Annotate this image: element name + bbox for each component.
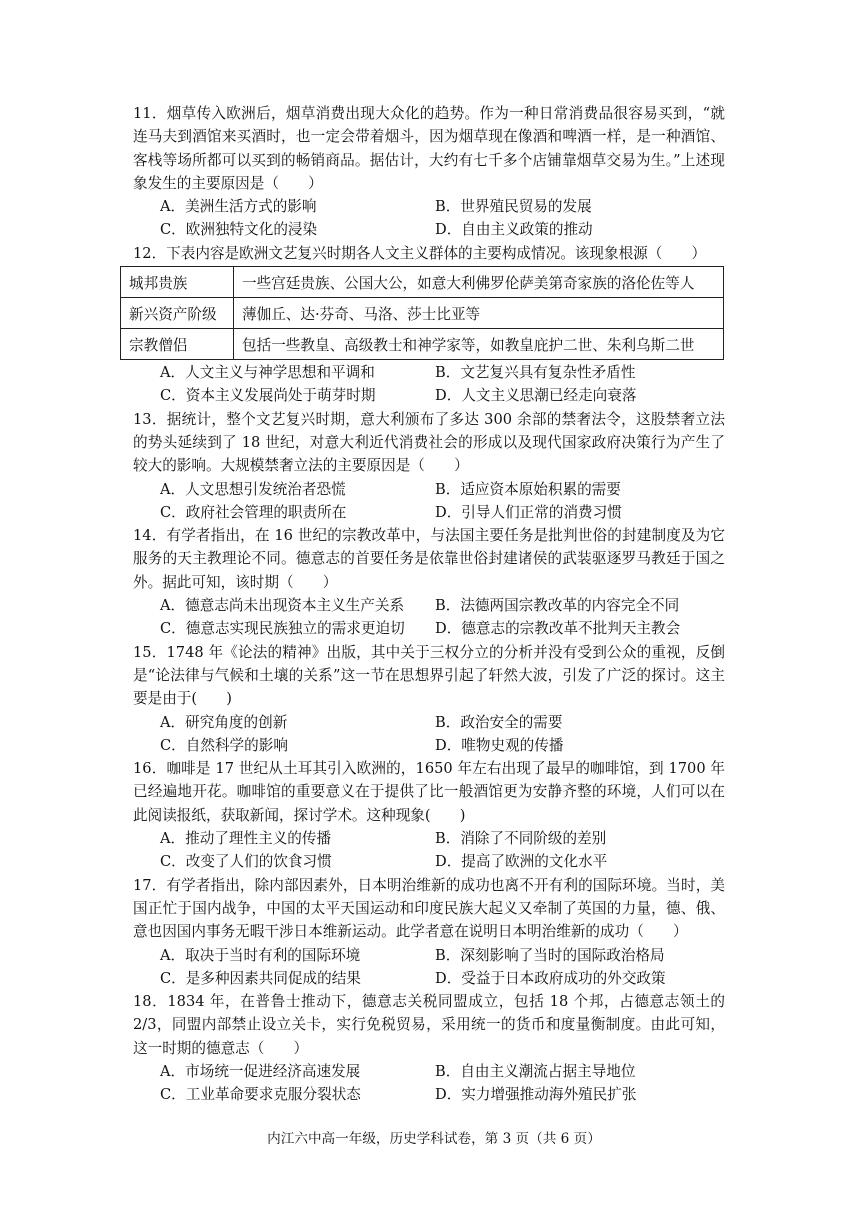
options [133, 711, 725, 758]
options [133, 478, 725, 525]
option-c: C．欧洲独特文化的浸染 [160, 221, 318, 239]
options [133, 195, 725, 242]
question-stem: 14．有学者指出，在 16 世纪的宗教改革中，与法国主要任务是批判世俗的封建制度及为它服务的天主教理论不同。德意志的首要任务是依靠世俗封建诸侯的武装驱逐罗马教廷于国之外。据此可知，该时期（ ） [133, 527, 725, 591]
option-b: B．深刻影响了当时的国际政治格局 [435, 946, 665, 964]
question-stem: 18．1834 年，在普鲁士推动下，德意志关税同盟成立，包括 18 个邦，占德意志领土的 2/3，同盟内部禁止设立关卡，实行免税贸易，采用统一的货币和度量衡制度。由此可知，这一时期的德意志（ ） [133, 993, 725, 1057]
option-a: A．人文思想引发统治者恐慌 [160, 480, 346, 498]
option-c: C．工业革命要求克服分裂状态 [160, 1086, 361, 1104]
table-cell: 包括一些教皇、高级教士和神学家等，如教皇庇护二世、朱利乌斯二世 [234, 329, 724, 360]
option-c: C．自然科学的影响 [160, 736, 288, 754]
option-a: A．人文主义与神学思想和平调和 [160, 364, 375, 382]
humanist-groups-table [120, 266, 724, 360]
option-d: D．唯物史观的传播 [435, 736, 564, 754]
table-row [121, 329, 724, 360]
option-a: A．美洲生活方式的影响 [160, 198, 317, 216]
table-row [121, 267, 724, 298]
question-stem: 15．1748 年《论法的精神》出版，其中关于三权分立的分析并没有受到公众的重视，反倒是“论法律与气候和土壤的关系”这一节在思想界引起了轩然大波，引发了广泛的探讨。这主要是由于( ) [133, 643, 725, 708]
option-d: D．提高了欧洲的文化水平 [435, 853, 608, 871]
option-b: B．文艺复兴具有复杂性矛盾性 [435, 364, 636, 382]
option-b: B．世界殖民贸易的发展 [435, 198, 592, 216]
question-12 [129, 242, 725, 408]
question-17 [133, 874, 725, 990]
option-a: A．推动了理性主义的传播 [160, 830, 332, 848]
question-list [129, 102, 725, 1107]
table-cell: 薄伽丘、达·芬奇、马洛、莎士比亚等 [234, 298, 724, 329]
question-stem: 17．有学者指出，除内部因素外，日本明治维新的成功也离不开有利的国际环境。当时，美国正忙于国内战争，中国的太平天国运动和印度民族大起义又牵制了英国的力量，德、俄、意也因国内事务无暇干涉日本维新运动。此学者意在说明日本明治维新的成功（ ） [133, 876, 725, 941]
table-row [121, 298, 724, 329]
question-14 [133, 524, 725, 640]
option-b: B．政治安全的需要 [435, 713, 563, 731]
question-15 [133, 641, 725, 757]
options [133, 944, 725, 991]
option-d: D．自由主义政策的推动 [435, 221, 593, 239]
table-cell: 宗教僧侣 [121, 329, 234, 360]
option-d: D．人文主义思潮已经走向衰落 [435, 387, 637, 405]
option-a: A．研究角度的创新 [160, 713, 288, 731]
option-c: C．改变了人们的饮食习惯 [160, 853, 332, 871]
option-c: C．德意志实现民族独立的需求更迫切 [160, 620, 405, 638]
option-d: D．实力增强推动海外殖民扩张 [435, 1086, 637, 1104]
option-d: D．德意志的宗教改革不批判天主教会 [435, 620, 681, 638]
question-stem: 16．咖啡是 17 世纪从土耳其引入欧洲的，1650 年左右出现了最早的咖啡馆，到 1700 年已经遍地开花。咖啡馆的重要意义在于提供了比一般酒馆更为安静齐整的环境，人们可以在此阅读报纸，获取新闻，探讨学术。这种现象( ) [133, 760, 725, 824]
options [133, 1060, 725, 1107]
option-c: C．是多种因素共同促成的结果 [160, 969, 361, 987]
question-stem: 11．烟草传入欧洲后，烟草消费出现大众化的趋势。作为一种日常消费品很容易买到，“就连马夫到酒馆来买酒时，也一定会带着烟斗，因为烟草现在像酒和啤酒一样，是一种酒馆、客栈等场所都可以买到的畅销商品。据估计，大约有七千多个店铺靠烟草交易为生。”上述现象发生的主要原因是（ ） [133, 105, 725, 192]
table-cell: 城邦贵族 [121, 267, 234, 298]
table-cell: 新兴资产阶级 [121, 298, 234, 329]
question-18 [133, 990, 725, 1106]
option-b: B．消除了不同阶级的差别 [435, 830, 607, 848]
option-a: A．取决于当时有利的国际环境 [160, 946, 361, 964]
options [133, 827, 725, 874]
question-stem: 13．据统计，整个文艺复兴时期，意大利颁布了多达 300 余部的禁奢法令，这股禁奢立法的势头延续到了 18 世纪，对意大利近代消费社会的形成以及现代国家政府决策行为产生了较大的影响。大规模禁奢立法的主要原因是（ ） [133, 410, 725, 475]
option-c: C．政府社会管理的职责所在 [160, 503, 347, 521]
table-cell: 一些宫廷贵族、公国大公，如意大利佛罗伦萨美第奇家族的洛伦佐等人 [234, 267, 724, 298]
option-a: A．德意志尚未出现资本主义生产关系 [160, 597, 405, 615]
option-b: B．适应资本原始积累的需要 [435, 480, 621, 498]
options [133, 361, 725, 408]
option-d: D．受益于日本政府成功的外交政策 [435, 969, 666, 987]
question-16 [133, 757, 725, 873]
question-13 [133, 408, 725, 524]
options [133, 594, 725, 641]
question-11 [133, 102, 725, 242]
page-footer: 内江六中高一年级，历史学科试卷，第 3 页（共 6 页） [267, 1131, 601, 1147]
question-stem: 12．下表内容是欧洲文艺复兴时期各人文主义群体的主要构成情况。该现象根源（ ） [133, 244, 707, 262]
option-c: C．资本主义发展尚处于萌芽时期 [160, 387, 376, 405]
option-d: D．引导人们正常的消费习惯 [435, 503, 622, 521]
option-a: A．市场统一促进经济高速发展 [160, 1062, 361, 1080]
option-b: B．法德两国宗教改革的内容完全不同 [435, 597, 680, 615]
option-b: B．自由主义潮流占据主导地位 [435, 1062, 636, 1080]
